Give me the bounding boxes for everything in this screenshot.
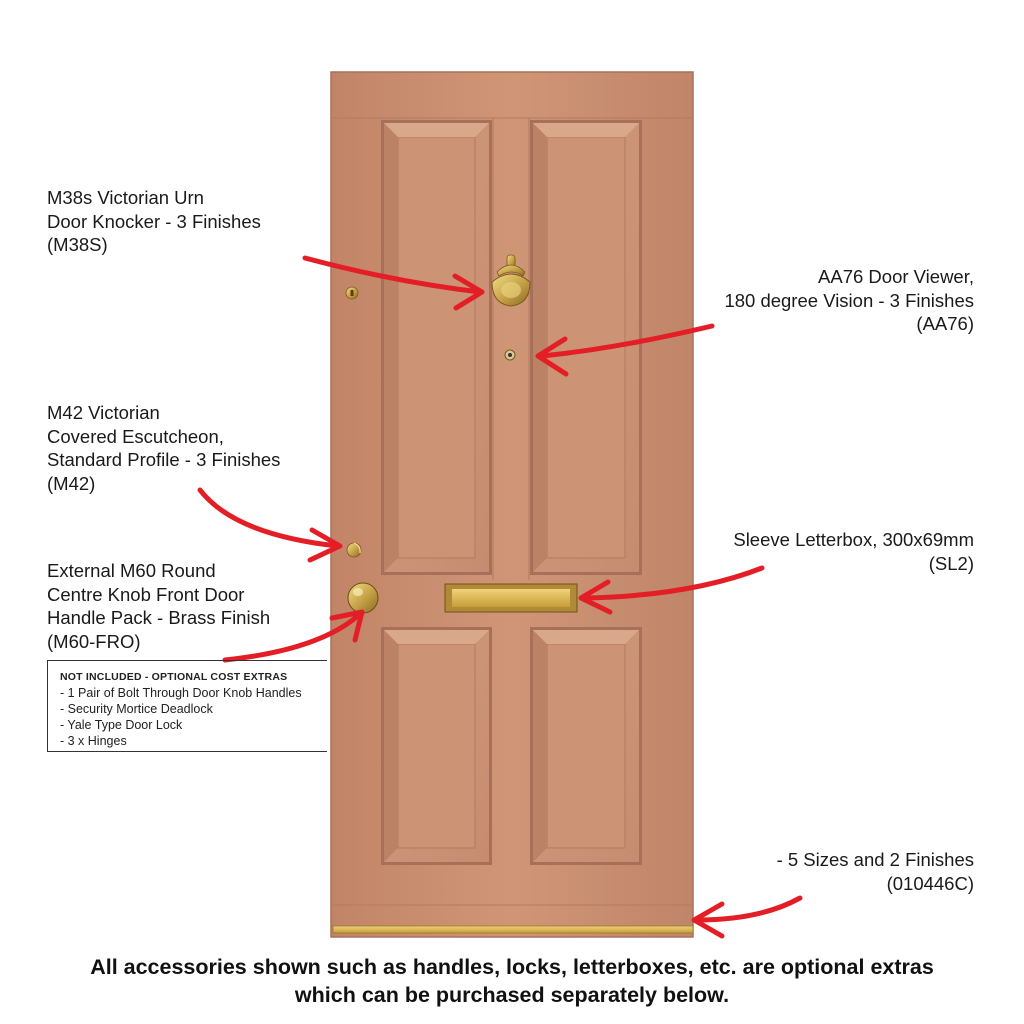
label-door-knocker <box>47 186 261 257</box>
label-line: AA76 Door Viewer, <box>818 266 974 287</box>
arrow-threshold <box>694 898 800 936</box>
label-door-viewer <box>724 265 974 336</box>
not-included-box <box>47 660 327 752</box>
label-line: Standard Profile - 3 Finishes <box>47 449 281 470</box>
label-line: Sleeve Letterbox, 300x69mm <box>733 529 974 550</box>
label-line: (AA76) <box>916 313 974 334</box>
notice-item: - Security Mortice Deadlock <box>60 702 213 716</box>
label-line: (010446C) <box>886 872 974 894</box>
door-panel-upper-left <box>381 120 492 575</box>
letterbox <box>445 584 577 612</box>
footer-line: which can be purchased separately below. <box>294 983 730 1007</box>
notice-item: - Yale Type Door Lock <box>60 718 183 732</box>
label-threshold <box>777 848 974 895</box>
door-viewer <box>505 350 515 360</box>
deadlock-escutcheon <box>346 287 358 299</box>
covered-escutcheon <box>347 543 361 557</box>
label-line: M42 Victorian <box>47 402 160 423</box>
label-line: (M60-FRO) <box>47 630 141 652</box>
footer-note <box>0 953 1024 1009</box>
notice-heading: NOT INCLUDED - OPTIONAL COST EXTRAS <box>60 671 288 683</box>
label-line: 180 degree Vision - 3 Finishes <box>724 289 974 311</box>
label-line: Covered Escutcheon, <box>47 425 224 447</box>
label-letterbox <box>733 528 974 575</box>
door-panel-lower-right <box>530 627 642 865</box>
door-panel-upper-right <box>530 120 642 575</box>
label-escutcheon <box>47 401 280 495</box>
door-panel-lower-left <box>381 627 492 865</box>
threshold-strip <box>333 926 693 933</box>
centre-knob <box>348 583 378 613</box>
label-line: M38s Victorian Urn <box>47 187 204 208</box>
label-line: Door Knocker - 3 Finishes <box>47 210 261 232</box>
notice-item: - 1 Pair of Bolt Through Door Knob Handles <box>60 686 302 700</box>
label-line: (M42) <box>47 472 96 494</box>
notice-item: - 3 x Hinges <box>60 734 127 748</box>
footer-line: All accessories shown such as handles, locks, letterboxes, etc. are optional extras <box>90 955 934 979</box>
label-line: External M60 Round <box>47 560 216 581</box>
label-centre-knob <box>47 559 270 653</box>
label-line: Handle Pack - Brass Finish <box>47 607 271 628</box>
label-line: (M38S) <box>47 234 108 255</box>
label-line: - 5 Sizes and 2 Finishes <box>776 849 974 870</box>
arrow-escutcheon <box>200 490 340 560</box>
label-line: (SL2) <box>928 552 974 574</box>
label-line: Centre Knob Front Door <box>47 583 245 605</box>
